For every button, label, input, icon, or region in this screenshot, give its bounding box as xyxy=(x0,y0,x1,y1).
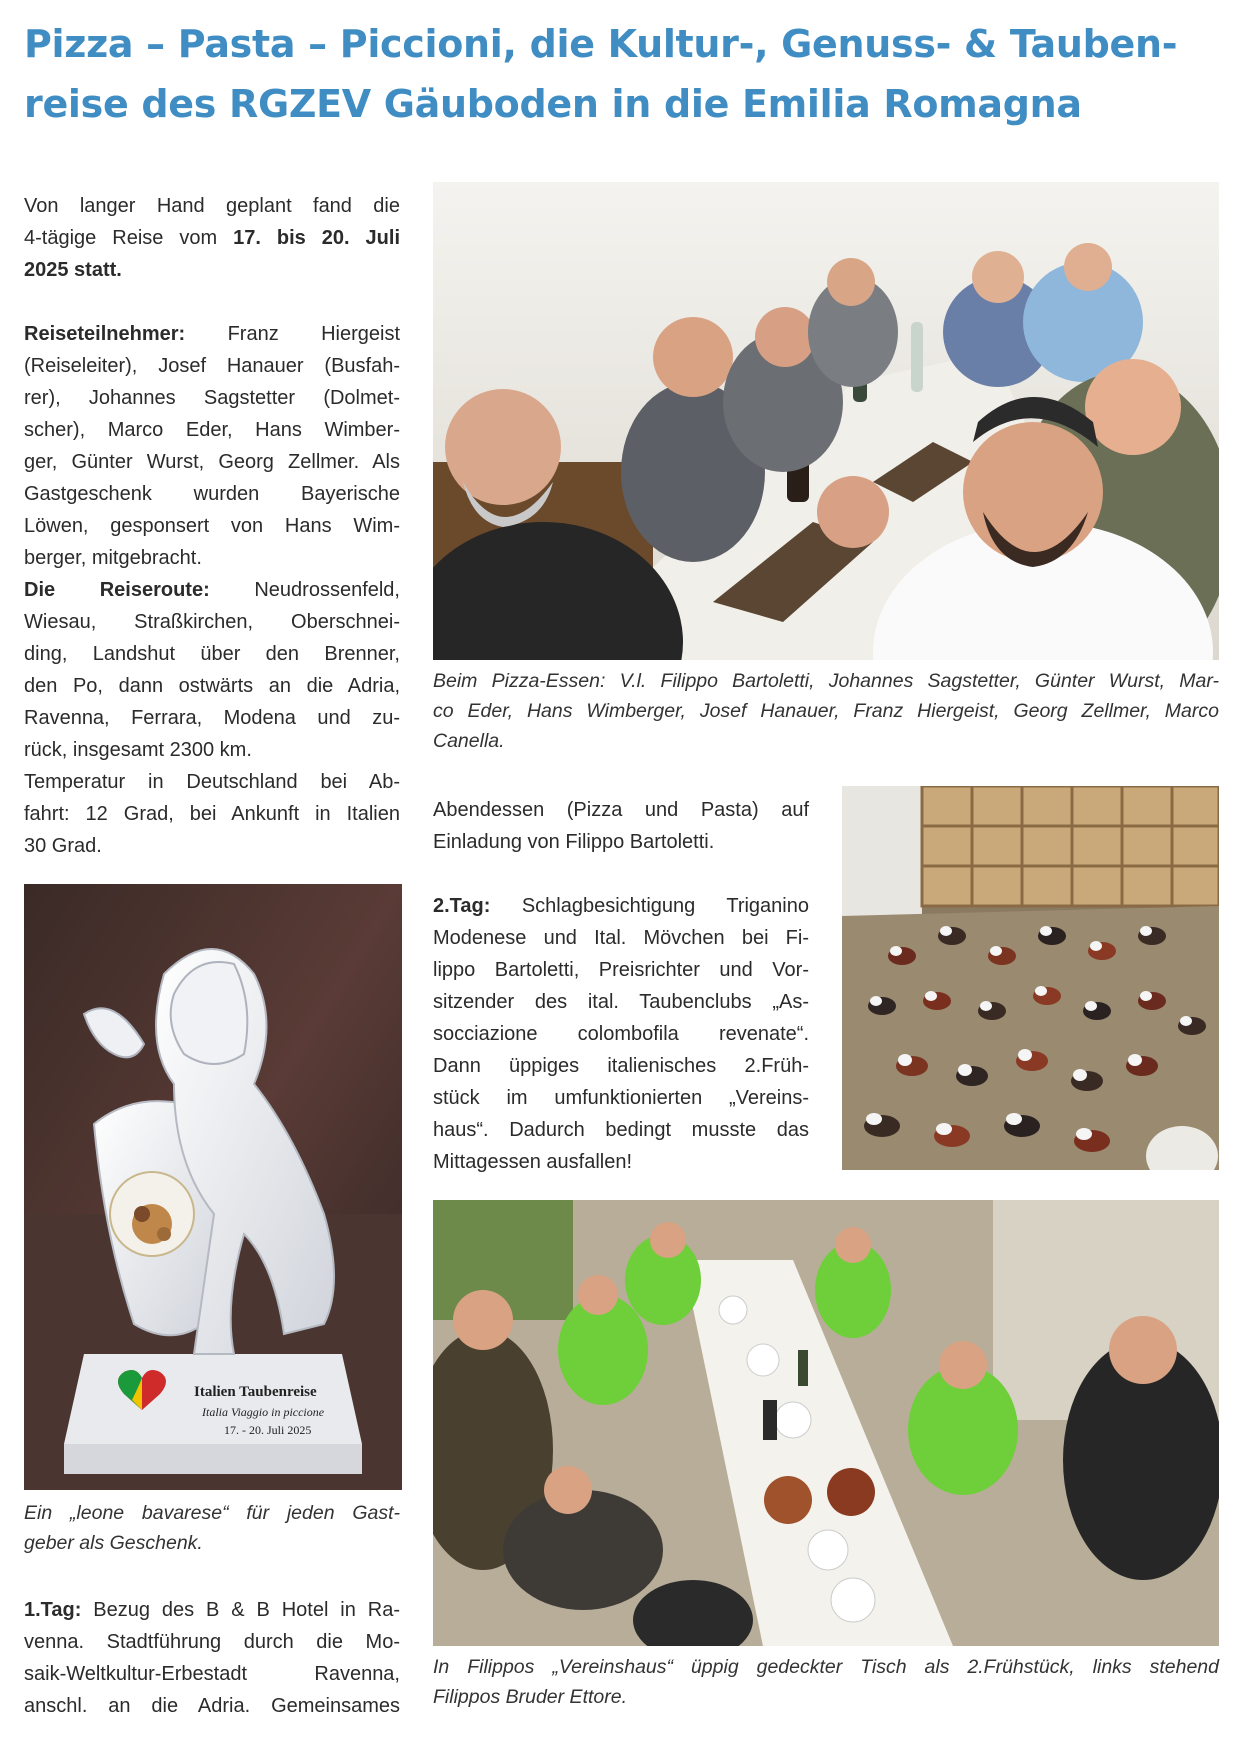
breakfast-caption: In Filippos „Vereinshaus“ üppig gedeckter Tisch als 2.Frühstück, links stehend Filippos Bruder Ettore. xyxy=(433,1656,1219,1708)
middle-column-text xyxy=(433,794,809,1178)
day1-paragraph: 1.Tag: Bezug des B & B Hotel in Ra- venna. Stadtführung durch die Mo- saik-Weltkultur-Erbestadt Ravenna, anschl. an die Adria. Gemeinsames xyxy=(24,1599,400,1717)
breakfast-image xyxy=(433,1200,1219,1646)
pizza-dinner-image xyxy=(433,182,1219,660)
participants-label: Reiseteilnehmer: xyxy=(24,323,186,345)
article-title xyxy=(24,14,1224,134)
intro-paragraph: Von langer Hand geplant fand die 4-tägige Reise vom 17. bis 20. Juli 2025 statt. xyxy=(24,195,401,281)
trophy-inscription-2: Italia Viaggio in piccione xyxy=(202,1405,325,1419)
left-column-intro xyxy=(24,190,400,862)
left-column-day1 xyxy=(24,1594,400,1722)
day1-label: 1.Tag: xyxy=(24,1599,82,1621)
pizza-dinner-photo xyxy=(433,182,1219,660)
temperature-paragraph: Temperatur in Deutschland bei Ab- fahrt: 12 Grad, bei Ankunft in Italien 30 Grad. xyxy=(24,771,400,857)
pizza-caption: Beim Pizza-Essen: V.l. Filippo Bartoletti, Johannes Sagstetter, Günter Wurst, Mar- co Eder, Hans Wimberger, Josef Hanauer, Franz Hiergeist, Georg Zellmer, Marco Canella. xyxy=(433,670,1219,752)
lion-trophy-photo xyxy=(24,884,402,1490)
dinner-paragraph: Abendessen (Pizza und Pasta) auf Einladung von Filippo Bartoletti. xyxy=(433,799,809,853)
trophy-inscription-1: Italien Taubenreise xyxy=(194,1384,317,1400)
title-line-2: reise des RGZEV Gäuboden in die Emilia Romagna xyxy=(24,82,1082,126)
route-paragraph: Die Reiseroute: Neudrossenfeld, Wiesau, Straßkirchen, Oberschnei- ding, Landshut über den Brenner, den Po, dann ostwärts an die Adria, Ravenna, Ferrara, Modena und zu- rück, insgesamt 2300 km. xyxy=(24,579,400,761)
day2-label: 2.Tag: xyxy=(433,895,491,917)
pigeon-loft-image xyxy=(842,786,1219,1170)
day2-paragraph: 2.Tag: Schlagbesichtigung Triganino Modenese und Ital. Mövchen bei Fi- lippo Bartoletti, Preisrichter und Vor- sitzender des ital. Taubenclubs „As- socciazione colombofila revenate“. Dann üppiges italienisches 2.Früh- stück im umfunktionierten „Vereins- haus“. Dadurch bedingt musste das Mittagessen ausfallen! xyxy=(433,895,809,1173)
participants-paragraph: Reiseteilnehmer: Franz Hiergeist (Reiseleiter), Josef Hanauer (Busfah- rer), Johannes Sagstetter (Dolmet- scher), Marco Eder, Hans Wimber- ger, Günter Wurst, Georg Zellmer. Als Gastgeschenk wurden Bayerische Löwen, gesponsert von Hans Wim- berger, mitgebracht. xyxy=(24,323,400,569)
breakfast-photo xyxy=(433,1200,1219,1646)
trophy-inscription-3: 17. - 20. Juli 2025 xyxy=(224,1423,312,1437)
title-line-1: Pizza – Pasta – Piccioni, die Kultur-, Genuss- & Tauben- xyxy=(24,22,1178,66)
lion-trophy-image xyxy=(24,884,402,1490)
route-label: Die Reiseroute: xyxy=(24,579,210,601)
pigeon-loft-photo xyxy=(842,786,1219,1170)
lion-caption: Ein „leone bavarese“ für jeden Gast- geber als Geschenk. xyxy=(24,1502,400,1554)
